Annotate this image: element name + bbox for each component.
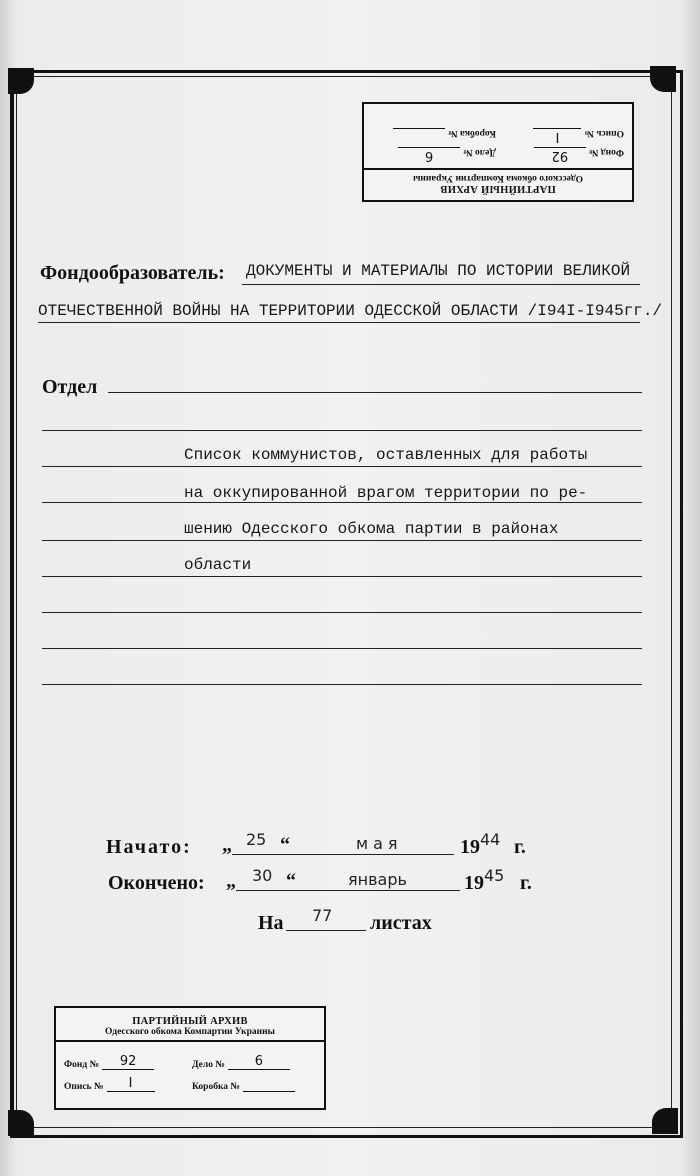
okoncheno-year-prefix: 19 [464, 872, 484, 894]
document-inner-frame [16, 76, 672, 1128]
quote-open: „ [222, 834, 232, 856]
form-rule [236, 890, 460, 891]
sheets-suffix: листах [370, 912, 432, 934]
archive-stamp [54, 1006, 326, 1110]
year-unit: г. [520, 872, 532, 894]
otdel-label: Отдел [42, 376, 98, 398]
stamp-fields [56, 1040, 324, 1092]
form-rule [38, 322, 640, 323]
otdel-line-4: области [184, 556, 252, 574]
fondoobrazovatel-line-2: ОТЕЧЕСТВЕННОЙ ВОЙНЫ НА ТЕРРИТОРИИ ОДЕССКОЙ ОБЛАСТИ /I94I-I945гг./ [38, 302, 663, 320]
sheets-prefix: На [258, 912, 284, 934]
corner-ornament [652, 1108, 678, 1134]
form-rule [42, 648, 642, 649]
opis-value: I [534, 128, 582, 144]
fondoobrazovatel-line-1: ДОКУМЕНТЫ И МАТЕРИАЛЫ ПО ИСТОРИИ ВЕЛИКОЙ [246, 262, 631, 280]
form-rule [42, 540, 642, 541]
stamp-delo [398, 147, 496, 163]
nachato-month: мая [356, 834, 403, 853]
fond-label: Фонд № [64, 1060, 100, 1070]
korobka-label: Коробка № [448, 128, 496, 138]
korobka-label: Коробка № [192, 1082, 240, 1092]
sheets-count: 77 [312, 906, 333, 925]
stamp-korobka [192, 1076, 295, 1092]
fond-value: 92 [534, 147, 586, 163]
stamp-row [372, 147, 624, 166]
korobka-value [393, 128, 445, 144]
okoncheno-day: 30 [252, 866, 273, 885]
stamp-row [64, 1048, 316, 1070]
stamp-fond [64, 1054, 192, 1070]
korobka-value [243, 1076, 295, 1092]
form-rule [42, 430, 642, 431]
archive-stamp-upside-down [362, 102, 634, 202]
otdel-line-3: шению Одесского обкома партии в районах [184, 520, 559, 538]
form-rule [242, 284, 640, 285]
nachato-day: 25 [246, 830, 267, 849]
okoncheno-year-suffix: 45 [484, 866, 505, 885]
quote-close: “ [286, 870, 296, 892]
stamp-delo [192, 1054, 290, 1070]
delo-value: 6 [228, 1054, 290, 1070]
quote-open: „ [226, 870, 236, 892]
opis-value: I [107, 1076, 155, 1092]
nachato-label: Начато: [106, 836, 192, 858]
stamp-subtitle: Одесского обкома Компартии Украины [413, 173, 583, 183]
stamp-opis [496, 128, 624, 144]
fondoobrazovatel-label: Фондообразователь: [40, 262, 225, 284]
form-rule [42, 466, 642, 467]
otdel-line-1: Список коммунистов, оставленных для работы [184, 446, 588, 464]
okoncheno-label: Окончено: [108, 872, 205, 894]
stamp-row [64, 1070, 316, 1092]
opis-label: Опись № [584, 128, 624, 138]
corner-ornament [8, 1110, 34, 1136]
stamp-subtitle: Одесского обкома Компартии Украины [105, 1027, 275, 1037]
stamp-fond [496, 147, 624, 163]
delo-value: 6 [398, 147, 460, 163]
delo-label: Дело № [463, 147, 496, 157]
stamp-title: ПАРТИЙНЫЙ АРХИВ [440, 183, 556, 194]
nachato-year-prefix: 19 [460, 836, 480, 858]
stamp-opis [64, 1076, 192, 1092]
stamp-korobka [393, 128, 496, 144]
form-rule [42, 502, 642, 503]
corner-ornament [650, 66, 676, 92]
otdel-line-2: на оккупированной врагом территории по ре- [184, 484, 588, 502]
fond-value: 92 [102, 1054, 154, 1070]
stamp-row [372, 128, 624, 147]
fond-label: Фонд № [588, 147, 624, 157]
nachato-year-suffix: 44 [480, 830, 501, 849]
form-rule [286, 930, 366, 931]
year-unit: г. [514, 836, 526, 858]
stamp-title: ПАРТИЙНЫЙ АРХИВ [132, 1016, 248, 1027]
form-rule [232, 854, 454, 855]
quote-close: “ [280, 834, 290, 856]
stamp-fields [364, 128, 632, 170]
form-rule [42, 684, 642, 685]
opis-label: Опись № [64, 1082, 104, 1092]
delo-label: Дело № [192, 1060, 225, 1070]
form-rule [42, 576, 642, 577]
form-rule [42, 612, 642, 613]
form-rule [108, 392, 642, 393]
okoncheno-month: январь [348, 870, 407, 889]
